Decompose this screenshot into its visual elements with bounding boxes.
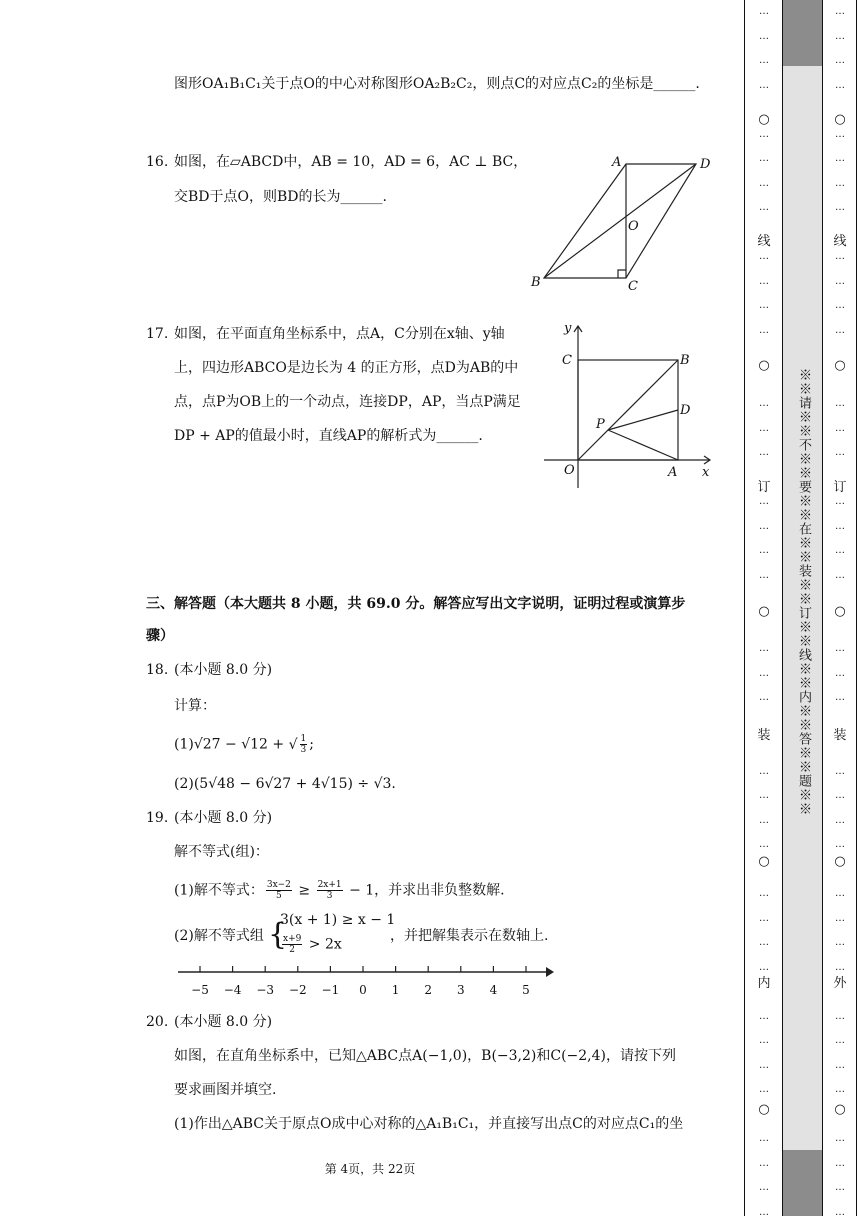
q18-frac-top: 1 [300,734,307,744]
binding-circle: ○ [834,358,846,373]
binding-dots: … [759,912,769,924]
binding-dots: … [759,545,769,556]
label-d: D [700,157,711,172]
q17-coordinate-figure [542,318,720,494]
binding-dots: … [759,1010,769,1022]
binding-dots: … [759,30,769,42]
binding-dots: … [835,422,845,434]
q20-score: (本小题 8.0 分) [174,1014,273,1030]
q16-parallelogram-figure [528,150,724,294]
binding-dots: … [835,251,845,262]
q18-score: (本小题 8.0 分) [174,662,273,678]
binding-dots: … [759,961,769,973]
binding-char: 外 [833,976,847,991]
binding-dots: … [759,790,769,801]
binding-char: 装 [757,728,771,743]
binding-dots: … [759,177,769,189]
label-d: D [680,403,691,418]
q18-prompt: 计算： [174,698,216,714]
segment-pa [608,430,678,460]
q19-part2-suffix: ，并把解集表示在数轴上. [390,928,549,944]
q17-line2: 上，四边形ABCO是边长为 4 的正方形，点D为AB的中 [174,360,519,376]
binding-dots: … [835,888,845,899]
binding-dots: … [759,765,769,777]
binding-dots: … [835,790,845,801]
binding-circle: ○ [758,112,770,127]
binding-dots: … [835,961,845,973]
binding-dots: … [835,398,845,409]
binding-circle: ○ [834,1102,846,1117]
binding-dots: … [759,447,769,458]
binding-dots: … [759,1084,769,1095]
binding-dark-block-top [782,0,822,66]
binding-dots: … [759,692,769,703]
binding-char: 线 [757,234,771,249]
q19-part1-prefix: (1)解不等式： [174,882,264,899]
binding-circle: ○ [758,604,770,619]
binding-dots: … [759,153,769,164]
binding-dots: … [759,1035,769,1046]
binding-dots: … [835,55,845,66]
binding-line-outer-right [856,0,857,1216]
number-line-tick-label: 2 [424,983,433,997]
number-line-tick-label: 4 [489,983,498,997]
binding-circle: ○ [834,854,846,869]
binding-circle: ○ [758,358,770,373]
binding-dots: … [835,202,845,213]
binding-dots: … [759,422,769,434]
number-line-tick-label: 0 [359,983,367,997]
label-c: C [562,353,572,368]
q19-part1 [174,880,505,901]
binding-dots: … [835,496,845,507]
binding-dots: … [835,128,845,140]
binding-dots: … [835,6,845,17]
binding-dots: … [759,569,769,581]
label-p: P [596,417,605,432]
q19-system-brace: { [268,917,288,952]
binding-dots: … [759,496,769,507]
binding-line-inner-left [782,0,783,1216]
binding-dots: … [835,1010,845,1022]
binding-dots: … [759,79,769,91]
binding-dots: … [759,1059,769,1071]
q19-prompt: 解不等式(组)： [174,844,269,860]
q19-sys2-rest: > 2x [304,936,342,953]
q19-system-line1: 3(x + 1) ≥ x − 1 [280,912,396,928]
binding-dots: … [759,6,769,17]
q16-number: 16. [146,154,169,170]
binding-dots: … [759,1206,769,1218]
q17-line3: 点，点P为OB上的一个动点，连接DP，AP，当点P满足 [174,394,521,410]
q19-part1-suffix: − 1，并求出非负整数解. [344,882,505,899]
binding-dots: … [835,569,845,581]
binding-line-outer-left [744,0,745,1216]
binding-dots: … [759,667,769,679]
binding-circle: ○ [758,854,770,869]
number-line-tick-label: 1 [391,983,400,997]
binding-dots: … [835,814,845,826]
binding-dots: … [835,1133,845,1144]
binding-dots: … [835,520,845,532]
binding-dots: … [759,275,769,287]
q18-part1-suffix: ; [309,736,314,753]
q18-part1-prefix: (1)√27 − √12 + [174,736,289,753]
q19-sys-frac-bottom: 2 [289,945,296,955]
binding-dots: … [835,1084,845,1095]
binding-dots: … [835,177,845,189]
binding-dots: … [759,814,769,826]
section3-heading-line1: 三、解答题（本大题共 8 小题，共 69.0 分。解答应写出文字说明，证明过程或演算步 [146,596,686,612]
binding-dots: … [835,1035,845,1046]
q19-score: (本小题 8.0 分) [174,810,273,826]
q19-part1-mid: ≥ [293,882,315,899]
binding-dots: … [835,1059,845,1071]
q18-part1 [174,734,314,755]
q15-tail-text: 图形OA₁B₁C₁关于点O的中心对称图形OA₂B₂C₂，则点C的对应点C₂的坐标是______. [174,76,700,92]
q19-part2-prefix: (2)解不等式组 [174,928,264,944]
q20-line2: 要求画图并填空. [174,1082,277,1098]
binding-dark-block-bottom [782,1150,822,1216]
binding-char: 内 [757,976,771,991]
label-c: C [628,279,638,294]
binding-dots: … [759,128,769,140]
binding-dots: … [835,30,845,42]
label-o: O [628,219,639,234]
binding-dots: … [759,300,769,311]
binding-dots: … [835,324,845,336]
number-line-tick-label: 5 [522,983,530,997]
binding-char: 订 [757,480,771,495]
binding-dots: … [835,1206,845,1218]
label-a: A [668,465,678,480]
q19-number-line [176,962,556,1000]
binding-dots: … [759,1182,769,1193]
binding-dots: … [759,202,769,213]
binding-dots: … [835,275,845,287]
binding-dots: … [759,251,769,262]
q18-part2: (2)(5√48 − 6√27 + 4√15) ÷ √3. [174,776,396,792]
binding-circle: ○ [758,1102,770,1117]
binding-char: 线 [833,234,847,249]
q19-frac2-bottom: 3 [326,891,333,901]
binding-dots: … [835,765,845,777]
label-o: O [564,463,575,478]
section3-heading-line2: 骤） [146,628,174,644]
q19-sys-frac-top: x+9 [283,934,302,944]
q20-number: 20. [146,1014,169,1030]
number-line-tick-label: −4 [223,983,242,997]
binding-dots: … [835,937,845,948]
q18-number: 18. [146,662,169,678]
number-line-tick-label: −1 [321,983,340,997]
segment-bd [544,164,696,278]
q16-line1: 如图，在▱ABCD中，AB = 10，AD = 6，AC ⊥ BC， [174,154,528,170]
q19-system-line2 [280,934,342,955]
q19-frac2-top: 2x+1 [317,880,342,890]
binding-dots: … [835,153,845,164]
q17-line1: 如图，在平面直角坐标系中，点A，C分别在x轴、y轴 [174,326,505,342]
q19-frac1-bottom: 5 [276,891,282,901]
binding-warning-text: ※※请※※不※※要※※在※※装※※订※※线※※内※※答※※题※※ [796,368,811,816]
label-b: B [680,353,690,368]
binding-dots: … [759,1157,769,1169]
binding-dots: … [835,692,845,703]
binding-dots: … [835,300,845,311]
binding-dots: … [759,643,769,654]
q18-part1-sqrt-fraction: √ $\frac{1}{3}$ [288,734,307,755]
binding-dots: … [835,1182,845,1193]
q19-frac1-top: 3x−2 [266,880,291,890]
number-line-tick-label: −3 [256,983,275,997]
binding-dots: … [759,839,769,850]
q20-line3: (1)作出△ABC关于原点O成中心对称的△A₁B₁C₁，并直接写出点C的对应点C₁的坐 [174,1116,684,1132]
number-line-tick-label: 3 [456,983,465,997]
binding-dots: … [759,520,769,532]
q19-number: 19. [146,810,169,826]
q16-line2: 交BD于点O，则BD的长为______. [174,189,387,205]
binding-circle: ○ [834,112,846,127]
binding-circle: ○ [834,604,846,619]
binding-dots: … [759,398,769,409]
binding-dots: … [835,912,845,924]
number-line-tick-label: −5 [191,983,209,997]
number-line-tick-label: −2 [288,983,307,997]
binding-dots: … [835,79,845,91]
binding-dots: … [759,937,769,948]
label-y: y [564,321,572,336]
binding-dots: … [835,667,845,679]
q20-line1: 如图，在直角坐标系中，已知△ABC点A(−1,0)，B(−3,2)和C(−2,4)，请按下列 [174,1048,677,1064]
q17-line4: DP + AP的值最小时，直线AP的解析式为______. [174,428,483,444]
binding-dots: … [759,1133,769,1144]
binding-char: 装 [833,728,847,743]
binding-char: 订 [833,480,847,495]
binding-dots: … [835,839,845,850]
q17-number: 17. [146,326,169,342]
binding-line-inner-right [822,0,823,1216]
segment-ob [578,360,678,460]
number-line-arrow [546,967,554,977]
label-b: B [531,275,541,290]
binding-dots: … [759,888,769,899]
binding-dots: … [835,643,845,654]
binding-dots: … [835,545,845,556]
q18-frac-bottom: 3 [300,745,307,755]
page-footer: 第 4页，共 22页 [324,1162,416,1176]
label-a: A [612,155,622,170]
label-x: x [702,465,710,480]
right-angle-mark [618,270,626,278]
binding-dots: … [759,55,769,66]
binding-dots: … [835,447,845,458]
binding-dots: … [759,324,769,336]
binding-dots: … [835,1157,845,1169]
